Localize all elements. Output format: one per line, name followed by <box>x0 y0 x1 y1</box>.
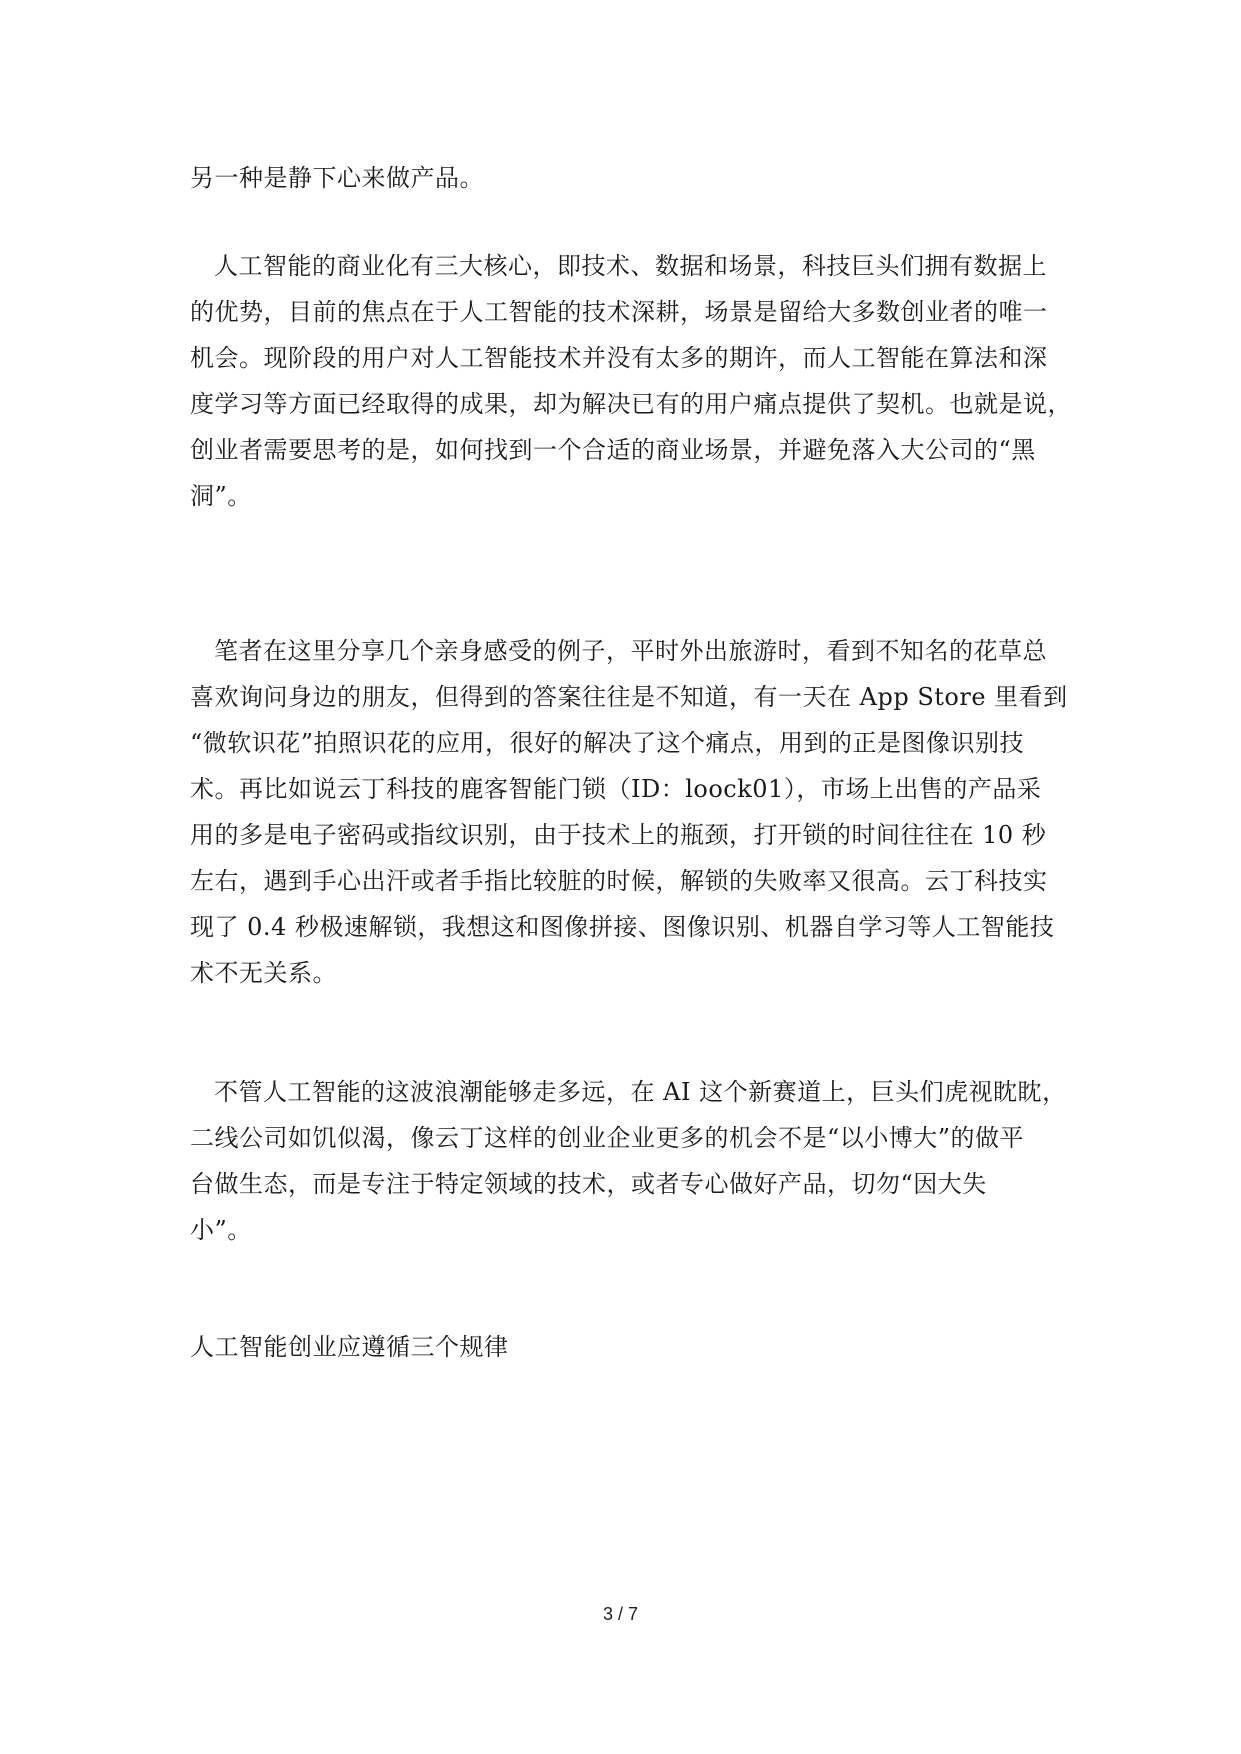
paragraph-line: 左右，遇到手心出汗或者手指比较脏的时候，解锁的失败率又很高。云丁科技实 <box>190 867 1048 895</box>
paragraph-conclusion <box>190 1069 1067 1253</box>
paragraph-line: 用的多是电子密码或指纹识别，由于技术上的瓶颈，打开锁的时间往往在 10 秒 <box>190 821 1047 849</box>
paragraph-line: 术。再比如说云丁科技的鹿客智能门锁（ID：loock01），市场上出售的产品采 <box>190 775 1042 803</box>
paragraph-commercialization <box>190 243 1072 519</box>
page-number: 3 / 7 <box>602 1604 639 1624</box>
paragraph-examples <box>190 628 1068 996</box>
paragraph-line: 洞”。 <box>190 482 252 510</box>
paragraph-line: 的优势，目前的焦点在于人工智能的技术深耕，场景是留给大多数创业者的唯一 <box>190 298 1048 326</box>
paragraph-line: 不管人工智能的这波浪潮能够走多远，在 AI 这个新赛道上，巨头们虎视眈眈， <box>214 1078 1067 1106</box>
paragraph-line: 度学习等方面已经取得的成果，却为解决已有的用户痛点提供了契机。也就是说， <box>190 390 1072 418</box>
section-heading: 人工智能创业应遵循三个规律 <box>190 1333 509 1361</box>
paragraph-line: 喜欢询问身边的朋友，但得到的答案往往是不知道，有一天在 App Store 里看到 <box>190 683 1068 711</box>
paragraph-line: 人工智能的商业化有三大核心，即技术、数据和场景，科技巨头们拥有数据上 <box>214 252 1047 280</box>
intro-paragraph <box>190 155 1060 201</box>
paragraph-line: 二线公司如饥似渴，像云丁这样的创业企业更多的机会不是“以小博大”的做平 <box>190 1124 1025 1152</box>
paragraph-line: 现了 0.4 秒极速解锁，我想这和图像拼接、图像识别、机器自学习等人工智能技 <box>190 913 1055 941</box>
paragraph-line: 台做生态，而是专注于特定领域的技术，或者专心做好产品，切勿“因大失 <box>190 1170 987 1198</box>
paragraph-line: 笔者在这里分享几个亲身感受的例子，平时外出旅游时，看到不知名的花草总 <box>214 637 1047 665</box>
paragraph-line: 另一种是静下心来做产品。 <box>190 164 484 192</box>
paragraph-line: 机会。现阶段的用户对人工智能技术并没有太多的期许，而人工智能在算法和深 <box>190 344 1048 372</box>
paragraph-line: 术不无关系。 <box>190 959 337 987</box>
paragraph-line: 小”。 <box>190 1216 252 1244</box>
paragraph-line: “微软识花”拍照识花的应用，很好的解决了这个痛点，用到的正是图像识别技 <box>190 729 1025 757</box>
paragraph-line: 创业者需要思考的是，如何找到一个合适的商业场景，并避免落入大公司的“黑 <box>190 436 1036 464</box>
